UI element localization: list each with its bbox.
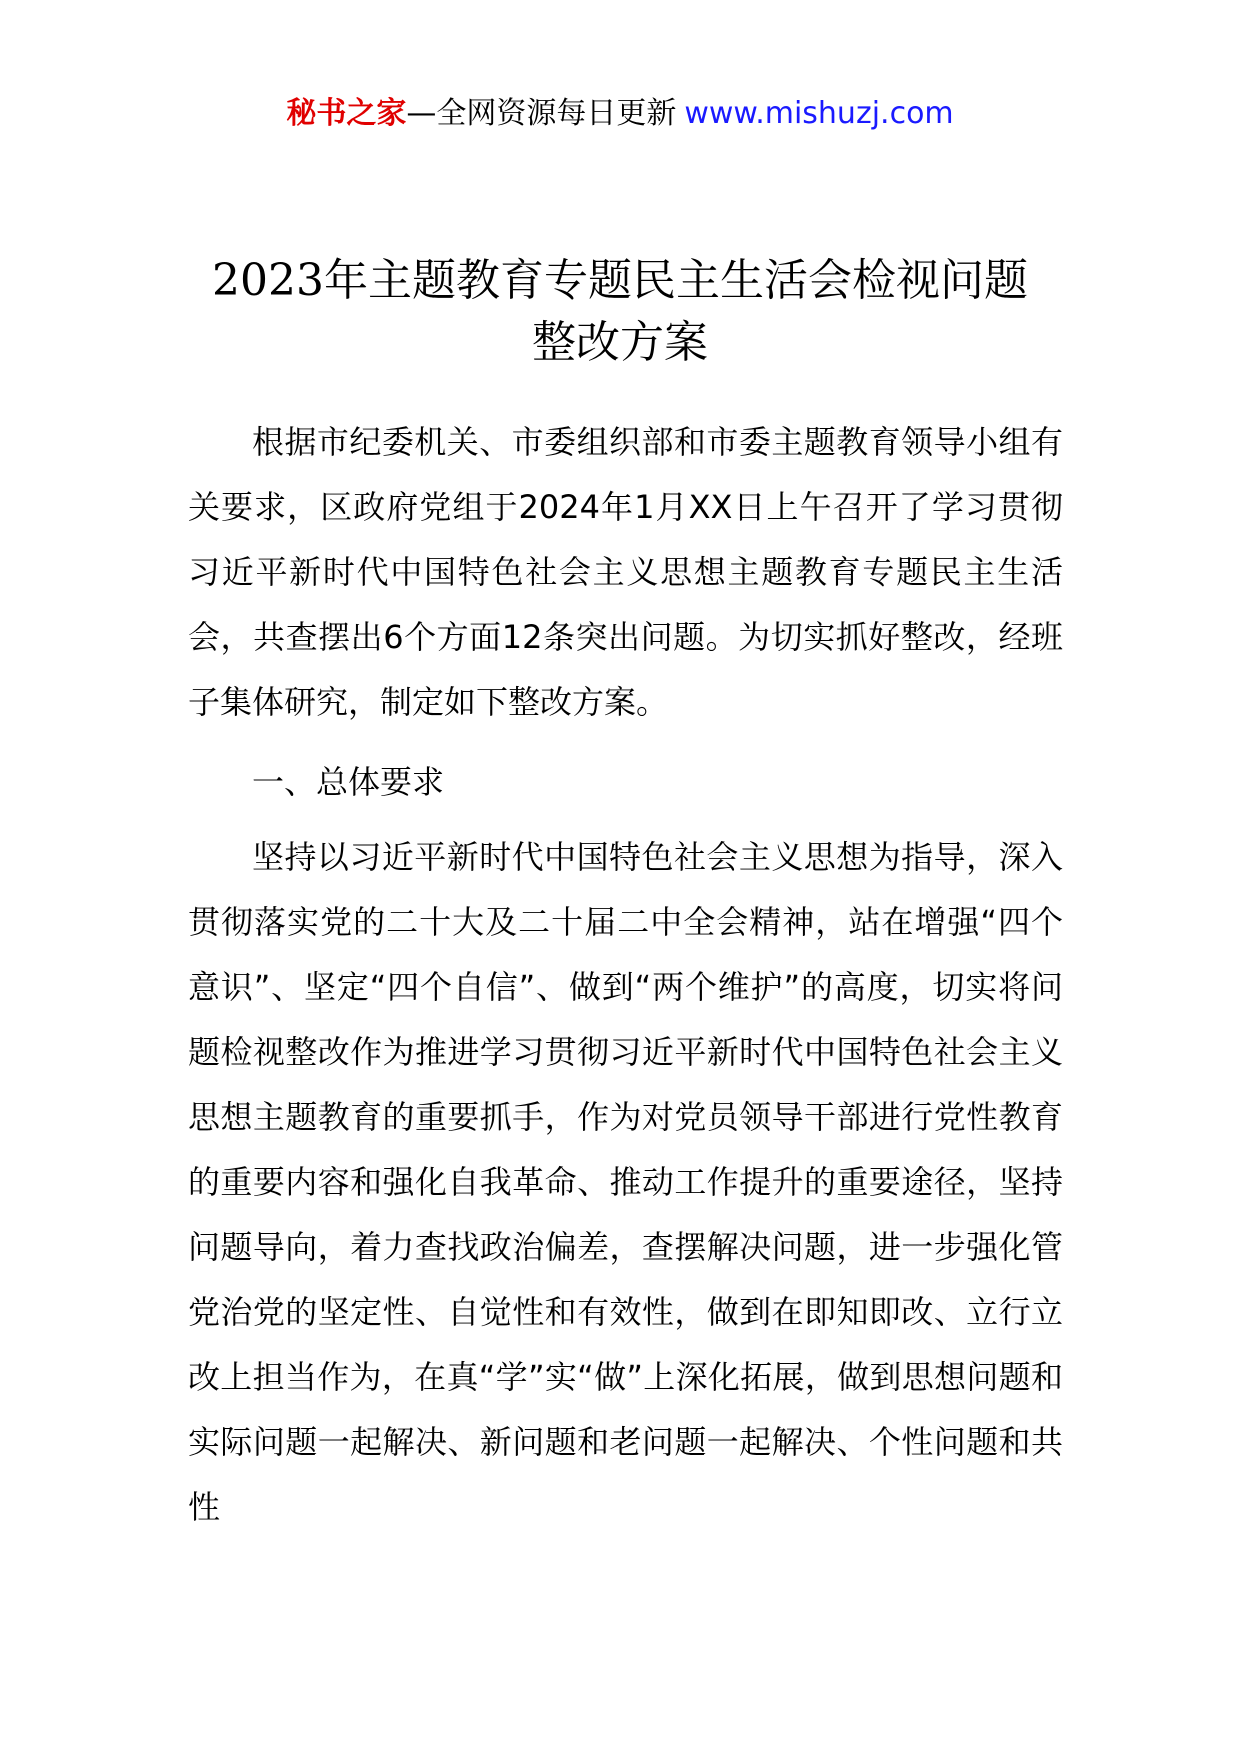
document-body	[188, 410, 1063, 1540]
site-url-link[interactable]: www.mishuzj.com	[684, 96, 954, 131]
title-line-1-text: 年主题教育专题民主生活会检视问题	[323, 255, 1028, 306]
site-tagline: —全网资源每日更新	[406, 96, 677, 131]
title-line-1	[0, 250, 1240, 312]
site-header	[0, 94, 1240, 134]
section-heading-general-requirements: 一、总体要求	[252, 763, 445, 801]
site-brand: 秘书之家	[286, 96, 407, 131]
document-title	[0, 250, 1240, 374]
general-requirements-paragraph: 坚持以习近平新时代中国特色社会主义思想为指导，深入贯彻落实党的二十大及二十届二中全会精神，站在增强“四个意识”、坚定“四个自信”、做到“两个维护”的高度，切实将问题检视整改作为推进学习贯彻习近平新时代中国特色社会主义思想主题教育的重要抓手，作为对党员领导干部进行党性教育的重要内容和强化自我革命、推动工作提升的重要途径，坚持问题导向，着力查找政治偏差，查摆解决问题，进一步强化管党治党的坚定性、自觉性和有效性，做到在即知即改、立行立改上担当作为，在真“学”实“做”上深化拓展，做到思想问题和实际问题一起解决、新问题和老问题一起解决、个性问题和共性	[188, 838, 1063, 1526]
title-year: 2023	[212, 255, 324, 306]
intro-paragraph: 根据市纪委机关、市委组织部和市委主题教育领导小组有关要求，区政府党组于2024年1月XX日上午召开了学习贯彻习近平新时代中国特色社会主义思想主题教育专题民主生活会，共查摆出6个方面12条突出问题。为切实抓好整改，经班子集体研究，制定如下整改方案。	[188, 423, 1063, 721]
title-line-2: 整改方案	[532, 317, 708, 368]
